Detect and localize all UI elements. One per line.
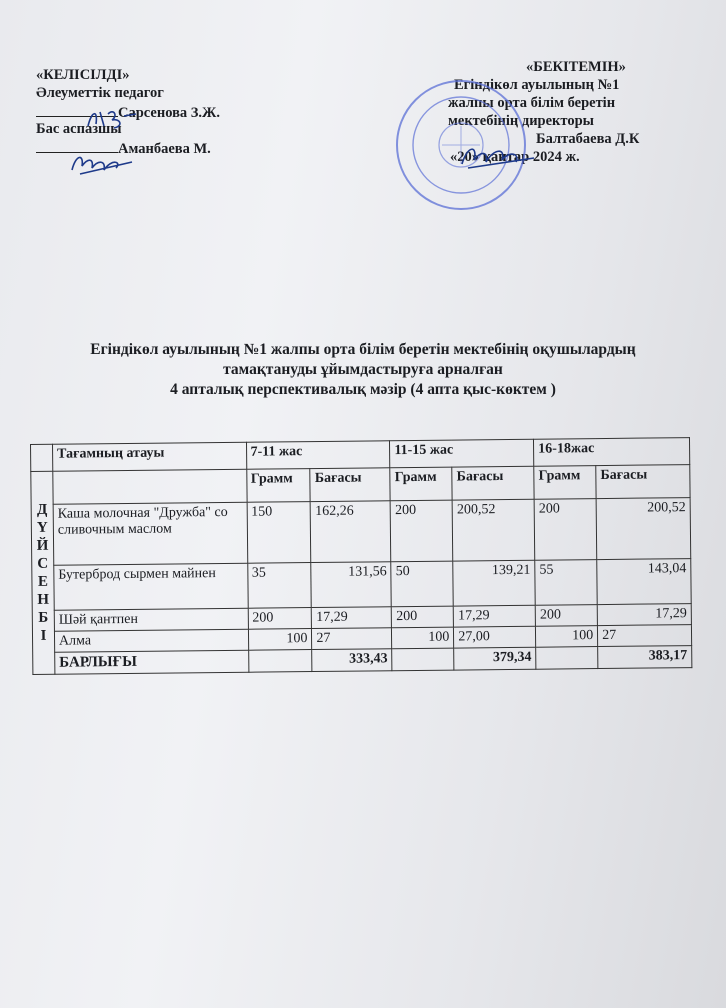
subheader-price: Бағасы <box>596 465 690 499</box>
social-pedagogue-name: Сарсенова З.Ж. <box>118 105 221 121</box>
approval-right-line2: жалпы орта білім беретін <box>448 95 616 111</box>
total-value: 383,17 <box>598 646 692 669</box>
gram-value: 200 <box>390 500 453 562</box>
gram-value: 200 <box>534 499 597 561</box>
gram-value: 100 <box>536 626 598 648</box>
food-name: Каша молочная "Дружба" со сливочным маслом <box>53 502 247 565</box>
table-row <box>31 498 691 566</box>
price-value: 143,04 <box>597 559 691 605</box>
gram-value: 200 <box>535 605 597 627</box>
price-value: 17,29 <box>597 604 691 626</box>
signature-icon <box>458 140 538 174</box>
subheader-gram: Грамм <box>534 466 596 500</box>
total-empty-cell <box>536 647 598 670</box>
approval-date: «20» қантар 2024 ж. <box>450 149 580 165</box>
social-pedagogue-role: Әлеуметтік педагог <box>36 85 164 101</box>
food-name: Шәй қантпен <box>54 608 248 631</box>
title-line-2: тамақтануды ұйымдастыруға арналған <box>223 361 503 378</box>
signature-icon <box>66 150 138 180</box>
gram-value: 35 <box>247 563 311 609</box>
gram-value: 200 <box>392 606 454 628</box>
price-value: 200,52 <box>596 498 691 560</box>
food-name: Бутерброд сырмен майнен <box>54 563 248 610</box>
gram-value: 100 <box>392 627 454 649</box>
subheader-gram: Грамм <box>246 469 310 503</box>
approval-right-heading: «БЕКІТЕМІН» <box>526 59 626 75</box>
total-empty-cell <box>392 648 454 671</box>
head-cook-name: Аманбаева М. <box>118 141 211 157</box>
menu-table <box>30 437 692 675</box>
approval-right-line1: Егіндікөл ауылының №1 <box>454 77 620 93</box>
table-row <box>32 559 691 611</box>
price-value: 27 <box>598 625 692 647</box>
title-line-3: 4 апталық перспективалық мәзір (4 апта қыс-көктем ) <box>170 381 556 398</box>
total-value: 333,43 <box>312 649 392 672</box>
gram-value: 50 <box>391 561 453 607</box>
total-empty-cell <box>248 650 312 673</box>
header-food-name: Тағамның атауы <box>52 442 246 471</box>
signature-icon <box>84 104 144 134</box>
header-age-group: 7-11 жас <box>246 441 390 470</box>
total-label: БАРЛЫҒЫ <box>55 650 249 674</box>
subheader-price: Бағасы <box>310 468 390 502</box>
header-age-group: 11-15 жас <box>390 439 534 468</box>
price-value: 17,29 <box>312 607 392 629</box>
total-value: 379,34 <box>454 647 536 670</box>
subheader-gram: Грамм <box>390 467 452 501</box>
price-value: 162,26 <box>311 501 392 563</box>
gram-value: 150 <box>247 502 312 564</box>
gram-value: 200 <box>248 608 312 630</box>
price-value: 200,52 <box>452 499 535 561</box>
header-age-group: 16-18жас <box>534 438 690 467</box>
title-line-1: Егіндікөл ауылының №1 жалпы орта білім беретін мектебінің оқушылардың <box>90 341 636 358</box>
gram-value: 100 <box>248 629 312 651</box>
subheader-empty-cell <box>53 469 247 504</box>
director-name: Балтабаева Д.К <box>536 131 640 147</box>
food-name: Алма <box>54 629 248 652</box>
price-value: 17,29 <box>454 605 536 627</box>
subheader-price: Бағасы <box>452 466 534 500</box>
price-value: 27 <box>312 628 392 650</box>
price-value: 27,00 <box>454 626 536 648</box>
approval-left-heading: «КЕЛІСІЛДІ» <box>36 67 130 83</box>
price-value: 139,21 <box>453 560 535 606</box>
approval-right-line3: мектебінің директоры <box>448 113 594 129</box>
day-label: Д Ү Й С Е Н Б І <box>31 471 55 674</box>
head-cook-role: Бас аспазшы <box>36 121 122 137</box>
price-value: 131,56 <box>311 562 391 608</box>
document-title <box>0 340 726 400</box>
gram-value: 55 <box>535 560 597 606</box>
header-empty-cell <box>31 444 53 471</box>
